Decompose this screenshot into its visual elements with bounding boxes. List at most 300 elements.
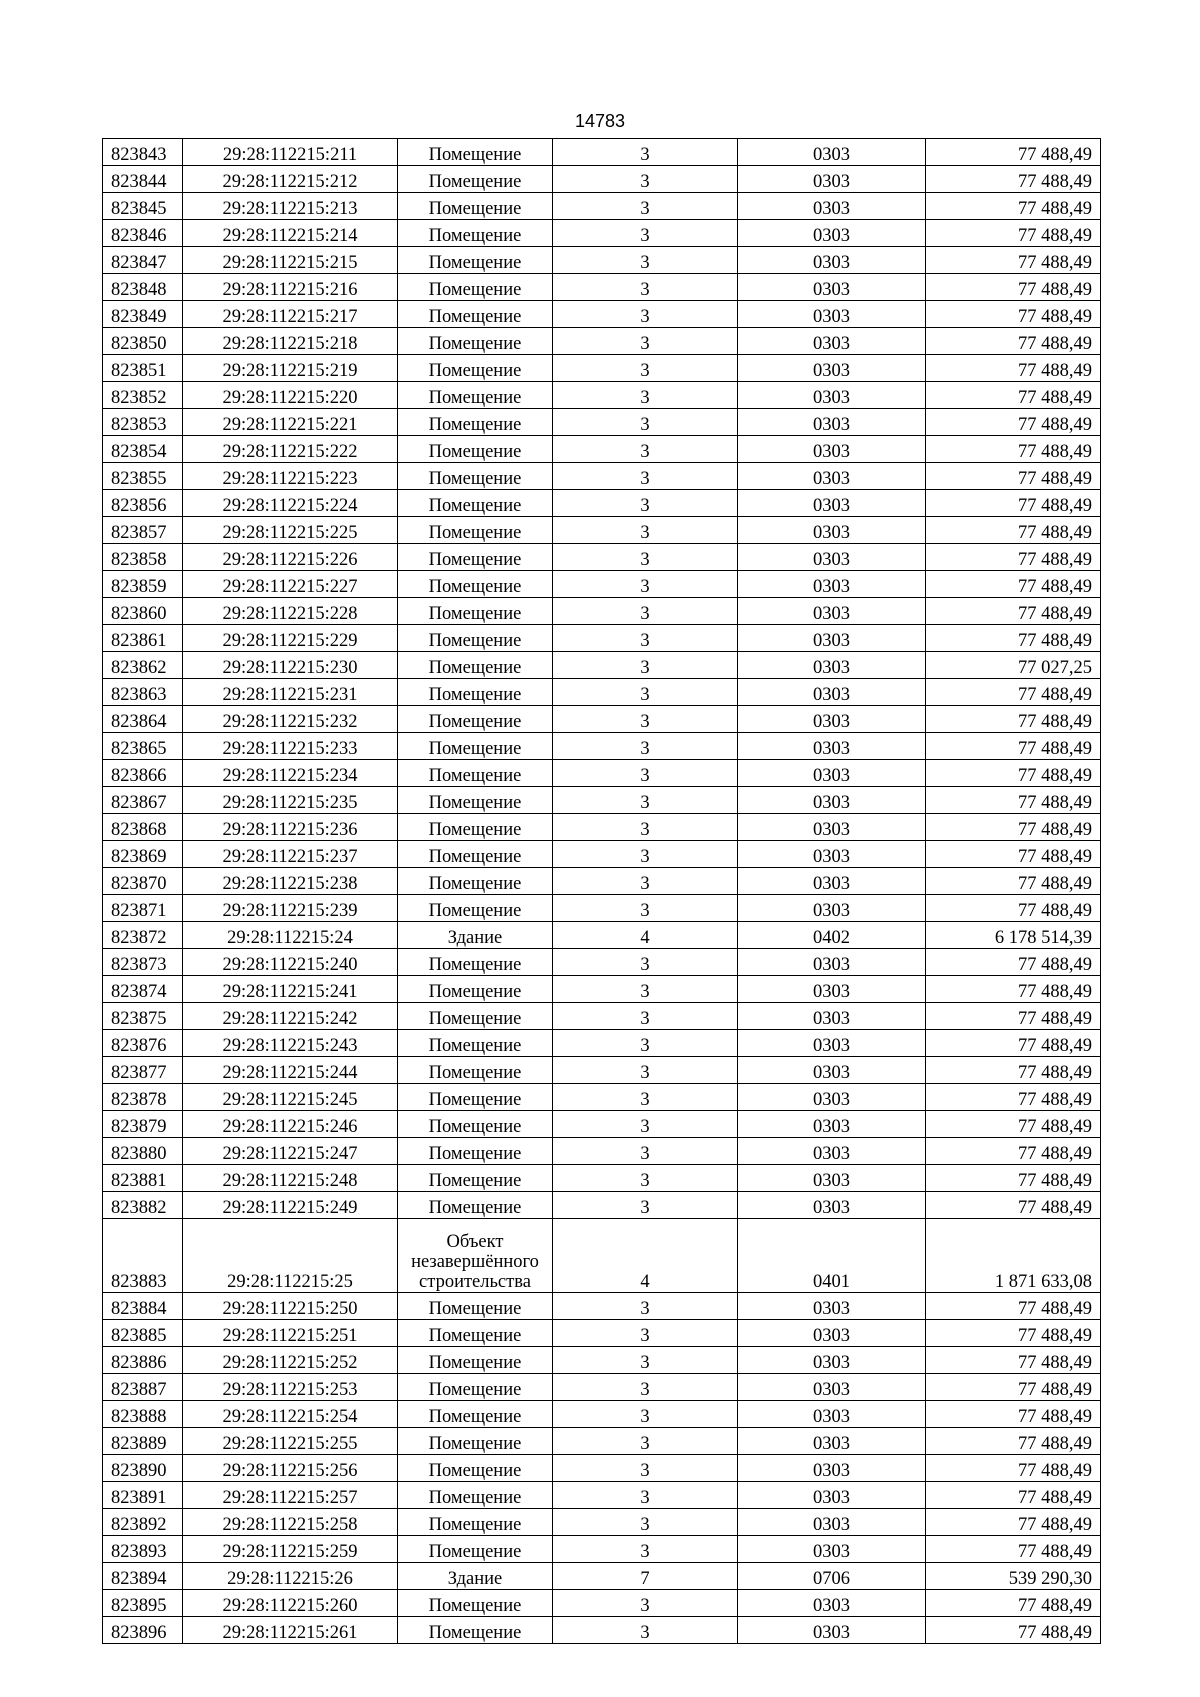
row-number-cell: 823859 (103, 571, 183, 598)
cadastral-value-cell: 77 488,49 (926, 274, 1101, 301)
group-cell: 3 (553, 787, 738, 814)
subgroup-code-cell: 0303 (738, 1138, 926, 1165)
group-cell: 3 (553, 382, 738, 409)
group-cell: 3 (553, 760, 738, 787)
row-number-cell: 823845 (103, 193, 183, 220)
row-number-cell: 823869 (103, 841, 183, 868)
cadastral-value-cell: 77 488,49 (926, 166, 1101, 193)
group-cell: 3 (553, 1347, 738, 1374)
cadastral-value-cell: 77 488,49 (926, 571, 1101, 598)
row-number-cell: 823861 (103, 625, 183, 652)
cadastral-number-cell: 29:28:112215:257 (183, 1482, 398, 1509)
group-cell: 3 (553, 814, 738, 841)
group-cell: 3 (553, 1320, 738, 1347)
cadastral-value-cell: 77 488,49 (926, 139, 1101, 166)
object-type-cell: Помещение (398, 1084, 553, 1111)
group-cell: 3 (553, 490, 738, 517)
group-cell: 3 (553, 1111, 738, 1138)
subgroup-code-cell: 0303 (738, 1111, 926, 1138)
row-number-cell: 823872 (103, 922, 183, 949)
table-row (103, 679, 1101, 706)
object-type-cell: Помещение (398, 1374, 553, 1401)
object-type-cell: Помещение (398, 679, 553, 706)
table-row (103, 1482, 1101, 1509)
object-type-cell: Помещение (398, 1347, 553, 1374)
subgroup-code-cell: 0303 (738, 328, 926, 355)
group-cell: 3 (553, 1401, 738, 1428)
object-type-cell: Помещение (398, 1111, 553, 1138)
cadastral-number-cell: 29:28:112215:211 (183, 139, 398, 166)
table-row (103, 787, 1101, 814)
cadastral-value-cell: 77 488,49 (926, 625, 1101, 652)
cadastral-number-cell: 29:28:112215:227 (183, 571, 398, 598)
table-row (103, 1192, 1101, 1219)
table-row (103, 1347, 1101, 1374)
object-type-cell: Помещение (398, 1617, 553, 1644)
group-cell: 3 (553, 193, 738, 220)
cadastral-value-cell: 77 488,49 (926, 787, 1101, 814)
subgroup-code-cell: 0303 (738, 814, 926, 841)
cadastral-value-cell: 77 488,49 (926, 193, 1101, 220)
subgroup-code-cell: 0303 (738, 1482, 926, 1509)
row-number-cell: 823867 (103, 787, 183, 814)
object-type-cell: Помещение (398, 382, 553, 409)
row-number-cell: 823875 (103, 1003, 183, 1030)
table-row (103, 517, 1101, 544)
row-number-cell: 823850 (103, 328, 183, 355)
cadastral-number-cell: 29:28:112215:250 (183, 1293, 398, 1320)
table-row (103, 220, 1101, 247)
row-number-cell: 823853 (103, 409, 183, 436)
subgroup-code-cell: 0402 (738, 922, 926, 949)
table-row (103, 328, 1101, 355)
row-number-cell: 823896 (103, 1617, 183, 1644)
table-row (103, 463, 1101, 490)
subgroup-code-cell: 0303 (738, 1509, 926, 1536)
subgroup-code-cell: 0303 (738, 1347, 926, 1374)
subgroup-code-cell: 0303 (738, 1401, 926, 1428)
group-cell: 3 (553, 436, 738, 463)
table-row (103, 976, 1101, 1003)
table-row (103, 922, 1101, 949)
subgroup-code-cell: 0303 (738, 733, 926, 760)
cadastral-value-cell: 77 488,49 (926, 1455, 1101, 1482)
table-row (103, 1111, 1101, 1138)
row-number-cell: 823879 (103, 1111, 183, 1138)
subgroup-code-cell: 0303 (738, 220, 926, 247)
subgroup-code-cell: 0303 (738, 1003, 926, 1030)
table-row (103, 166, 1101, 193)
cadastral-value-cell: 77 488,49 (926, 1192, 1101, 1219)
row-number-cell: 823881 (103, 1165, 183, 1192)
cadastral-number-cell: 29:28:112215:218 (183, 328, 398, 355)
group-cell: 3 (553, 1138, 738, 1165)
cadastral-number-cell: 29:28:112215:256 (183, 1455, 398, 1482)
cadastral-number-cell: 29:28:112215:237 (183, 841, 398, 868)
row-number-cell: 823844 (103, 166, 183, 193)
object-type-cell: Помещение (398, 1165, 553, 1192)
cadastral-value-cell: 77 488,49 (926, 1617, 1101, 1644)
object-type-cell: Помещение (398, 220, 553, 247)
group-cell: 3 (553, 1509, 738, 1536)
subgroup-code-cell: 0303 (738, 301, 926, 328)
cadastral-value-cell: 77 488,49 (926, 1590, 1101, 1617)
group-cell: 7 (553, 1563, 738, 1590)
object-type-cell: Помещение (398, 1030, 553, 1057)
subgroup-code-cell: 0303 (738, 679, 926, 706)
cadastral-number-cell: 29:28:112215:241 (183, 976, 398, 1003)
cadastral-number-cell: 29:28:112215:236 (183, 814, 398, 841)
row-number-cell: 823888 (103, 1401, 183, 1428)
object-type-cell: Помещение (398, 1003, 553, 1030)
page-number: 14783 (574, 111, 626, 131)
row-number-cell: 823856 (103, 490, 183, 517)
subgroup-code-cell: 0303 (738, 1192, 926, 1219)
table-row (103, 868, 1101, 895)
table-row (103, 355, 1101, 382)
cadastral-value-cell: 77 488,49 (926, 1057, 1101, 1084)
cadastral-number-cell: 29:28:112215:246 (183, 1111, 398, 1138)
cadastral-value-cell: 77 488,49 (926, 490, 1101, 517)
object-type-cell: Помещение (398, 598, 553, 625)
subgroup-code-cell: 0303 (738, 1536, 926, 1563)
cadastral-value-cell: 77 488,49 (926, 544, 1101, 571)
row-number-cell: 823889 (103, 1428, 183, 1455)
table-row (103, 301, 1101, 328)
row-number-cell: 823894 (103, 1563, 183, 1590)
object-type-cell: Помещение (398, 652, 553, 679)
cadastral-value-cell: 77 488,49 (926, 220, 1101, 247)
cadastral-number-cell: 29:28:112215:260 (183, 1590, 398, 1617)
cadastral-number-cell: 29:28:112215:235 (183, 787, 398, 814)
row-number-cell: 823857 (103, 517, 183, 544)
subgroup-code-cell: 0303 (738, 598, 926, 625)
subgroup-code-cell: 0303 (738, 436, 926, 463)
group-cell: 3 (553, 274, 738, 301)
row-number-cell: 823870 (103, 868, 183, 895)
cadastral-number-cell: 29:28:112215:221 (183, 409, 398, 436)
row-number-cell: 823854 (103, 436, 183, 463)
cadastral-value-cell: 77 488,49 (926, 1293, 1101, 1320)
object-type-cell: Помещение (398, 436, 553, 463)
row-number-cell: 823882 (103, 1192, 183, 1219)
table-row (103, 1455, 1101, 1482)
row-number-cell: 823851 (103, 355, 183, 382)
cadastral-number-cell: 29:28:112215:228 (183, 598, 398, 625)
subgroup-code-cell: 0303 (738, 382, 926, 409)
row-number-cell: 823883 (103, 1219, 183, 1293)
object-type-cell: Помещение (398, 274, 553, 301)
group-cell: 3 (553, 652, 738, 679)
row-number-cell: 823868 (103, 814, 183, 841)
table-row (103, 193, 1101, 220)
cadastral-value-cell: 77 488,49 (926, 409, 1101, 436)
row-number-cell: 823843 (103, 139, 183, 166)
row-number-cell: 823873 (103, 949, 183, 976)
subgroup-code-cell: 0303 (738, 1428, 926, 1455)
row-number-cell: 823860 (103, 598, 183, 625)
cadastral-number-cell: 29:28:112215:26 (183, 1563, 398, 1590)
row-number-cell: 823893 (103, 1536, 183, 1563)
table-row (103, 1293, 1101, 1320)
object-type-cell: Помещение (398, 193, 553, 220)
subgroup-code-cell: 0303 (738, 1293, 926, 1320)
cadastral-number-cell: 29:28:112215:216 (183, 274, 398, 301)
row-number-cell: 823848 (103, 274, 183, 301)
cadastral-value-cell: 77 488,49 (926, 436, 1101, 463)
group-cell: 3 (553, 1165, 738, 1192)
table-row (103, 1030, 1101, 1057)
cadastral-value-cell: 77 488,49 (926, 463, 1101, 490)
cadastral-number-cell: 29:28:112215:248 (183, 1165, 398, 1192)
group-cell: 3 (553, 1482, 738, 1509)
cadastral-value-cell: 1 871 633,08 (926, 1219, 1101, 1293)
cadastral-number-cell: 29:28:112215:222 (183, 436, 398, 463)
group-cell: 3 (553, 463, 738, 490)
row-number-cell: 823885 (103, 1320, 183, 1347)
table-row (103, 1003, 1101, 1030)
subgroup-code-cell: 0303 (738, 1590, 926, 1617)
group-cell: 3 (553, 1590, 738, 1617)
cadastral-number-cell: 29:28:112215:261 (183, 1617, 398, 1644)
cadastral-number-cell: 29:28:112215:213 (183, 193, 398, 220)
table-row (103, 1057, 1101, 1084)
group-cell: 3 (553, 301, 738, 328)
group-cell: 4 (553, 922, 738, 949)
table-row (103, 841, 1101, 868)
object-type-cell: Помещение (398, 1590, 553, 1617)
group-cell: 3 (553, 1030, 738, 1057)
table-row (103, 382, 1101, 409)
group-cell: 3 (553, 598, 738, 625)
object-type-cell: Помещение (398, 1293, 553, 1320)
cadastral-value-cell: 77 488,49 (926, 733, 1101, 760)
cadastral-number-cell: 29:28:112215:230 (183, 652, 398, 679)
cadastral-value-cell: 77 488,49 (926, 760, 1101, 787)
object-type-cell: Помещение (398, 490, 553, 517)
cadastral-value-cell: 77 488,49 (926, 1374, 1101, 1401)
group-cell: 3 (553, 1084, 738, 1111)
cadastral-number-cell: 29:28:112215:243 (183, 1030, 398, 1057)
table-row (103, 544, 1101, 571)
cadastral-value-cell: 77 027,25 (926, 652, 1101, 679)
cadastral-number-cell: 29:28:112215:239 (183, 895, 398, 922)
table-row (103, 760, 1101, 787)
row-number-cell: 823892 (103, 1509, 183, 1536)
cadastral-number-cell: 29:28:112215:251 (183, 1320, 398, 1347)
group-cell: 4 (553, 1219, 738, 1293)
object-type-cell: Помещение (398, 463, 553, 490)
object-type-cell: Помещение (398, 1057, 553, 1084)
cadastral-value-cell: 77 488,49 (926, 301, 1101, 328)
subgroup-code-cell: 0303 (738, 1030, 926, 1057)
subgroup-code-cell: 0303 (738, 625, 926, 652)
cadastral-value-cell: 77 488,49 (926, 1111, 1101, 1138)
object-type-cell: Помещение (398, 625, 553, 652)
cadastral-number-cell: 29:28:112215:217 (183, 301, 398, 328)
subgroup-code-cell: 0303 (738, 760, 926, 787)
cadastral-value-cell: 77 488,49 (926, 1084, 1101, 1111)
subgroup-code-cell: 0303 (738, 895, 926, 922)
cadastral-number-cell: 29:28:112215:212 (183, 166, 398, 193)
cadastral-number-cell: 29:28:112215:25 (183, 1219, 398, 1293)
row-number-cell: 823878 (103, 1084, 183, 1111)
group-cell: 3 (553, 1057, 738, 1084)
row-number-cell: 823862 (103, 652, 183, 679)
subgroup-code-cell: 0303 (738, 409, 926, 436)
object-type-cell: Здание (398, 922, 553, 949)
row-number-cell: 823871 (103, 895, 183, 922)
table-row (103, 571, 1101, 598)
subgroup-code-cell: 0303 (738, 841, 926, 868)
cadastral-number-cell: 29:28:112215:258 (183, 1509, 398, 1536)
cadastral-number-cell: 29:28:112215:224 (183, 490, 398, 517)
cadastral-value-cell: 77 488,49 (926, 328, 1101, 355)
table-row (103, 652, 1101, 679)
cadastral-number-cell: 29:28:112215:244 (183, 1057, 398, 1084)
cadastral-number-cell: 29:28:112215:242 (183, 1003, 398, 1030)
row-number-cell: 823863 (103, 679, 183, 706)
row-number-cell: 823846 (103, 220, 183, 247)
table-row (103, 1428, 1101, 1455)
cadastral-value-cell: 77 488,49 (926, 382, 1101, 409)
object-type-cell: Помещение (398, 1320, 553, 1347)
group-cell: 3 (553, 976, 738, 1003)
group-cell: 3 (553, 1536, 738, 1563)
group-cell: 3 (553, 544, 738, 571)
subgroup-code-cell: 0303 (738, 544, 926, 571)
row-number-cell: 823884 (103, 1293, 183, 1320)
group-cell: 3 (553, 1293, 738, 1320)
subgroup-code-cell: 0303 (738, 1617, 926, 1644)
cadastral-number-cell: 29:28:112215:254 (183, 1401, 398, 1428)
cadastral-number-cell: 29:28:112215:252 (183, 1347, 398, 1374)
group-cell: 3 (553, 1428, 738, 1455)
row-number-cell: 823866 (103, 760, 183, 787)
group-cell: 3 (553, 841, 738, 868)
table-row (103, 139, 1101, 166)
row-number-cell: 823847 (103, 247, 183, 274)
subgroup-code-cell: 0303 (738, 868, 926, 895)
cadastral-value-cell: 77 488,49 (926, 976, 1101, 1003)
row-number-cell: 823895 (103, 1590, 183, 1617)
row-number-cell: 823891 (103, 1482, 183, 1509)
cadastral-value-cell: 77 488,49 (926, 1401, 1101, 1428)
group-cell: 3 (553, 409, 738, 436)
object-type-cell: Помещение (398, 1192, 553, 1219)
cadastral-value-cell: 77 488,49 (926, 949, 1101, 976)
object-type-cell: Помещение (398, 814, 553, 841)
table-row (103, 409, 1101, 436)
group-cell: 3 (553, 1455, 738, 1482)
cadastral-value-cell: 77 488,49 (926, 895, 1101, 922)
cadastral-value-table (102, 138, 1101, 1644)
cadastral-number-cell: 29:28:112215:240 (183, 949, 398, 976)
group-cell: 3 (553, 247, 738, 274)
table-row (103, 1563, 1101, 1590)
table-row (103, 733, 1101, 760)
subgroup-code-cell: 0303 (738, 1455, 926, 1482)
cadastral-number-cell: 29:28:112215:231 (183, 679, 398, 706)
cadastral-number-cell: 29:28:112215:249 (183, 1192, 398, 1219)
cadastral-number-cell: 29:28:112215:219 (183, 355, 398, 382)
subgroup-code-cell: 0303 (738, 787, 926, 814)
cadastral-value-cell: 77 488,49 (926, 598, 1101, 625)
object-type-cell: Помещение (398, 1455, 553, 1482)
cadastral-number-cell: 29:28:112215:223 (183, 463, 398, 490)
group-cell: 3 (553, 328, 738, 355)
subgroup-code-cell: 0303 (738, 949, 926, 976)
object-type-cell: Помещение (398, 1401, 553, 1428)
subgroup-code-cell: 0303 (738, 1057, 926, 1084)
subgroup-code-cell: 0401 (738, 1219, 926, 1293)
subgroup-code-cell: 0303 (738, 355, 926, 382)
table-row (103, 814, 1101, 841)
table-row (103, 1617, 1101, 1644)
subgroup-code-cell: 0303 (738, 1165, 926, 1192)
cadastral-value-cell: 77 488,49 (926, 679, 1101, 706)
group-cell: 3 (553, 706, 738, 733)
table-row (103, 1536, 1101, 1563)
row-number-cell: 823864 (103, 706, 183, 733)
row-number-cell: 823849 (103, 301, 183, 328)
subgroup-code-cell: 0303 (738, 976, 926, 1003)
cadastral-number-cell: 29:28:112215:247 (183, 1138, 398, 1165)
cadastral-value-cell: 77 488,49 (926, 814, 1101, 841)
cadastral-value-cell: 77 488,49 (926, 247, 1101, 274)
group-cell: 3 (553, 679, 738, 706)
table-row (103, 895, 1101, 922)
cadastral-number-cell: 29:28:112215:229 (183, 625, 398, 652)
object-type-cell: Помещение (398, 517, 553, 544)
subgroup-code-cell: 0303 (738, 1084, 926, 1111)
object-type-cell: Помещение (398, 706, 553, 733)
group-cell: 3 (553, 571, 738, 598)
object-type-cell: Помещение (398, 409, 553, 436)
group-cell: 3 (553, 1374, 738, 1401)
object-type-cell: Помещение (398, 760, 553, 787)
object-type-cell: Помещение (398, 1482, 553, 1509)
group-cell: 3 (553, 355, 738, 382)
table-row (103, 274, 1101, 301)
object-type-cell: Помещение (398, 247, 553, 274)
row-number-cell: 823855 (103, 463, 183, 490)
object-type-cell: Помещение (398, 301, 553, 328)
object-type-cell: Помещение (398, 868, 553, 895)
subgroup-code-cell: 0706 (738, 1563, 926, 1590)
cadastral-value-cell: 77 488,49 (926, 706, 1101, 733)
object-type-cell: Помещение (398, 949, 553, 976)
row-number-cell: 823890 (103, 1455, 183, 1482)
table-row (103, 949, 1101, 976)
group-cell: 3 (553, 949, 738, 976)
cadastral-value-cell: 77 488,49 (926, 1165, 1101, 1192)
row-number-cell: 823874 (103, 976, 183, 1003)
cadastral-number-cell: 29:28:112215:238 (183, 868, 398, 895)
subgroup-code-cell: 0303 (738, 517, 926, 544)
object-type-cell: Помещение (398, 1509, 553, 1536)
table-row (103, 1138, 1101, 1165)
cadastral-number-cell: 29:28:112215:214 (183, 220, 398, 247)
cadastral-number-cell: 29:28:112215:234 (183, 760, 398, 787)
cadastral-number-cell: 29:28:112215:226 (183, 544, 398, 571)
table-row (103, 1374, 1101, 1401)
group-cell: 3 (553, 868, 738, 895)
object-type-cell: Помещение (398, 976, 553, 1003)
table-row (103, 247, 1101, 274)
object-type-cell: Помещение (398, 733, 553, 760)
cadastral-value-cell: 77 488,49 (926, 1003, 1101, 1030)
